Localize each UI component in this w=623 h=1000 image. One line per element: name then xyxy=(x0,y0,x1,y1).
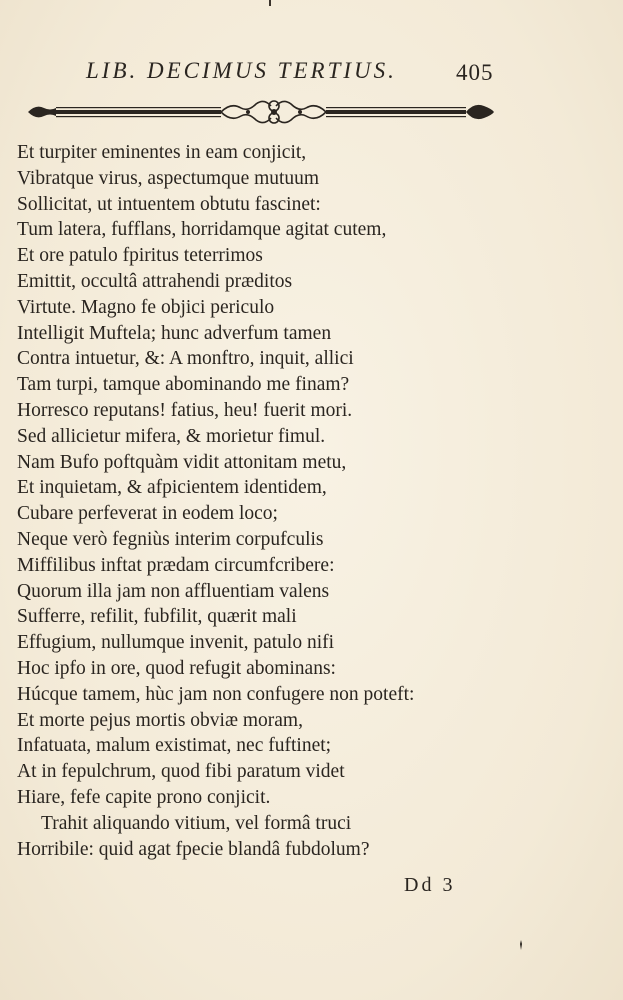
verse-line: Intelligit Muftela; hunc adverfum tamen xyxy=(17,322,332,344)
verse-line: Neque verò fegniùs interim corpufculis xyxy=(17,528,324,550)
verse-line: Húcque tamem, hùc jam non confugere non poteft: xyxy=(17,683,415,705)
verse-line: Sufferre, refilit, fubfilit, quærit mali xyxy=(17,606,297,628)
verse-line: At in fepulchrum, quod fibi paratum videt xyxy=(17,761,345,783)
verse-line: Hiare, fefe capite prono conjicit. xyxy=(17,786,271,808)
floral-rule-ornament-icon xyxy=(26,96,496,128)
verse-line: Et ore patulo fpiritus teterrimos xyxy=(17,245,263,267)
verse-line: Tam turpi, tamque abominando me finam? xyxy=(17,374,350,396)
bottom-edge-mark xyxy=(519,940,523,950)
verse-block xyxy=(17,140,507,862)
verse-line: Sed allicietur mifera, & morietur fimul. xyxy=(17,425,326,447)
verse-line: Miffilibus inftat prædam circumfcribere: xyxy=(17,554,335,576)
verse-line: Vibratque virus, aspectumque mutuum xyxy=(17,167,320,189)
verse-line: Contra intuetur, &: A monftro, inquit, allici xyxy=(17,348,354,370)
verse-line: Tum latera, fufflans, horridamque agitat cutem, xyxy=(17,219,387,241)
page-number: 405 xyxy=(456,60,494,85)
verse-line: Et turpiter eminentes in eam conjicit, xyxy=(17,142,307,163)
verse-line: Emittit, occultâ attrahendi præditos xyxy=(17,270,293,292)
verse-line: Horribile: quid agat fpecie blandâ fubdolum? xyxy=(17,838,370,860)
signature-mark: Dd 3 xyxy=(404,874,456,896)
verse-line: Virtute. Magno fe objici periculo xyxy=(17,296,275,318)
running-title: LIB. DECIMUS TERTIUS. xyxy=(86,58,397,83)
verse-line: Cubare perfeverat in eodem loco; xyxy=(17,503,278,525)
verse-line: Nam Bufo poftquàm vidit attonitam metu, xyxy=(17,451,347,473)
verse-line: Et inquietam, & afpicientem identidem, xyxy=(17,477,327,499)
verse-line: Quorum illa jam non affluentiam valens xyxy=(17,580,330,602)
verse-line: Sollicitat, ut intuentem obtutu fascinet: xyxy=(17,193,321,215)
verse-line: Hoc ipfo in ore, quod refugit abominans: xyxy=(17,657,336,679)
verse-line: Et morte pejus mortis obviæ moram, xyxy=(17,709,303,731)
top-edge-mark xyxy=(269,0,271,6)
verse-line: Effugium, nullumque invenit, patulo nifi xyxy=(17,632,335,654)
verse-line: Infatuata, malum existimat, nec fuftinet; xyxy=(17,735,332,757)
verse-line: Horresco reputans! fatius, heu! fuerit mori. xyxy=(17,399,353,421)
verse-line-indented: Trahit aliquando vitium, vel formâ truci xyxy=(41,812,352,834)
